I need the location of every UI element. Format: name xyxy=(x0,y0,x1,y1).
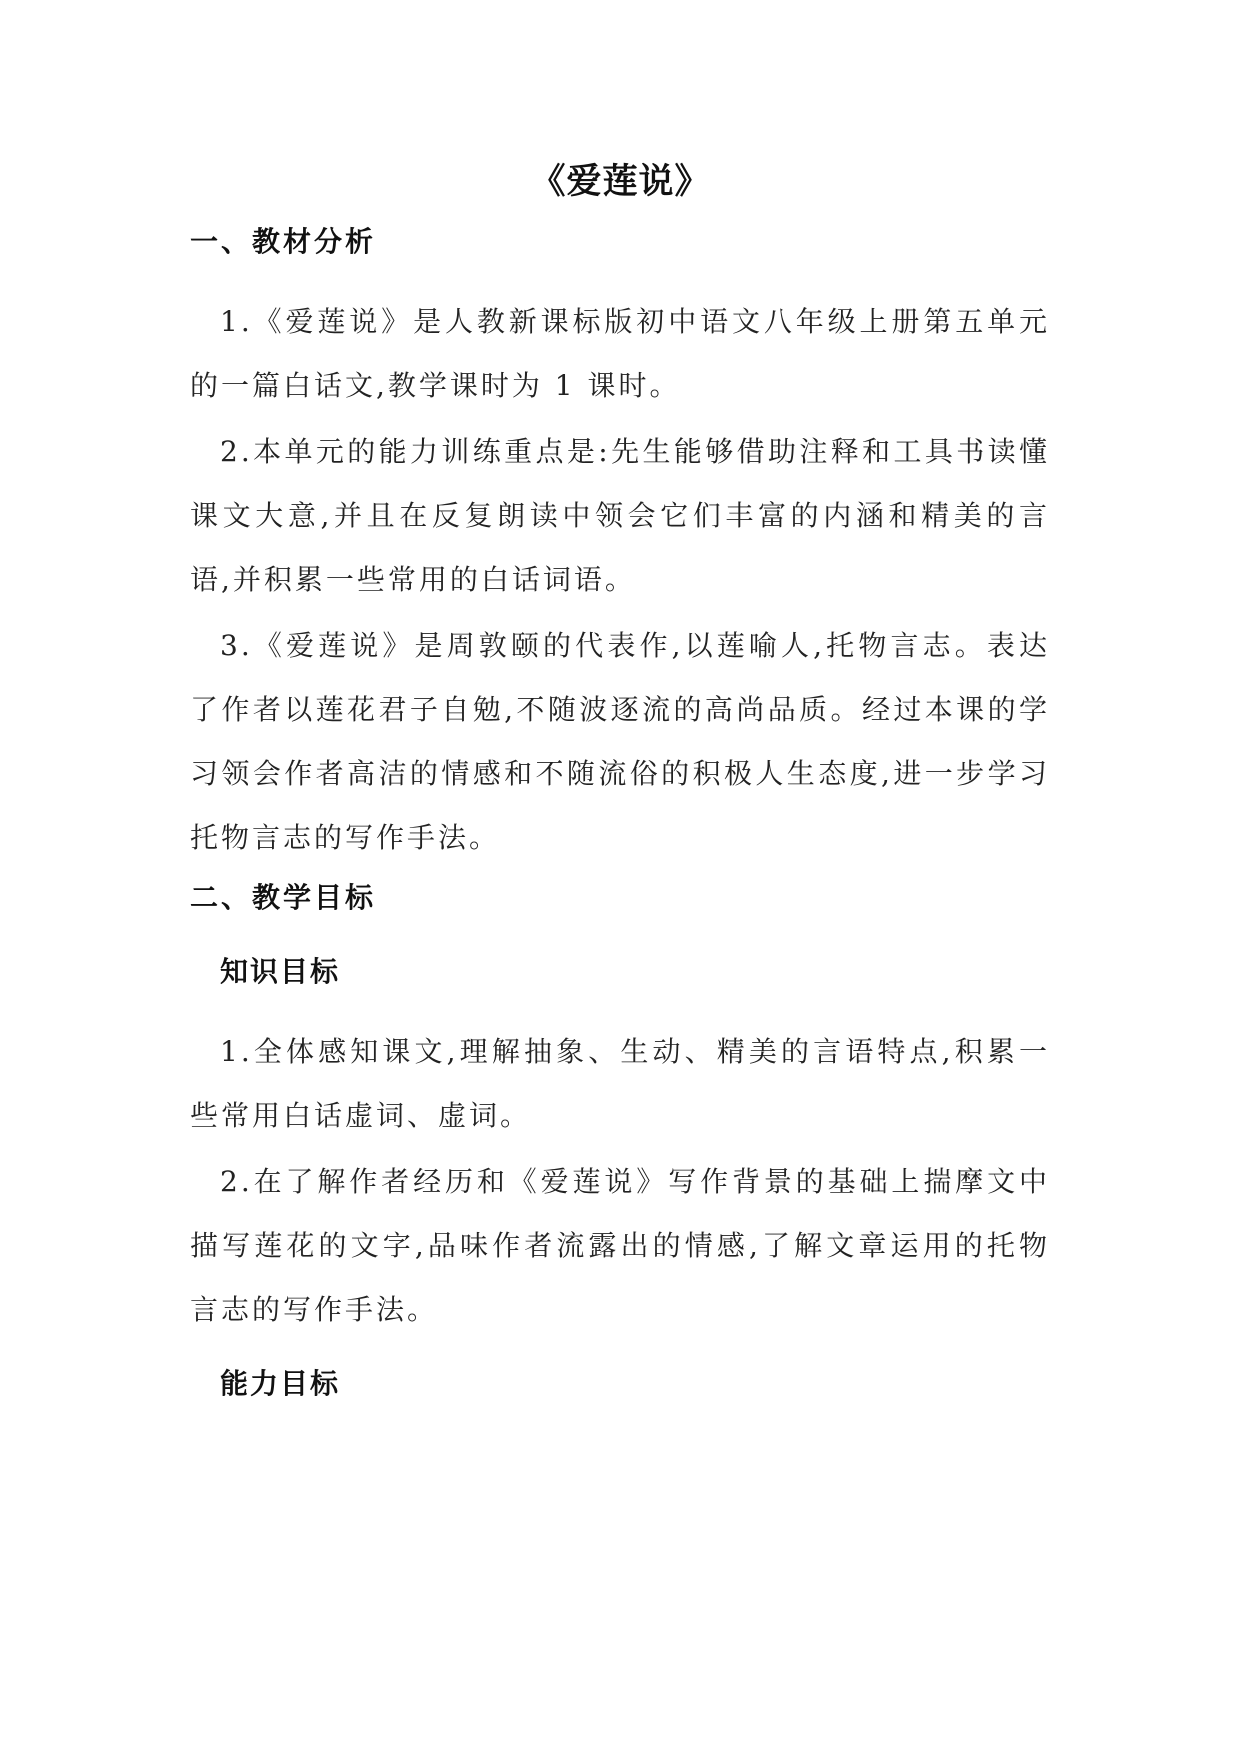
paragraph: 1.《爱莲说》是人教新课标版初中语文八年级上册第五单元的一篇白话文,教学课时为 1 课时。 xyxy=(190,305,1050,402)
section-heading-textbook-analysis: 一、教材分析 xyxy=(190,225,377,258)
paragraph: 2.本单元的能力训练重点是:先生能够借助注释和工具书读懂课文大意,并且在反复朗读中领会它们丰富的内涵和精美的言语,并积累一些常用的白话词语。 xyxy=(190,435,1050,596)
paragraph: 2.在了解作者经历和《爱莲说》写作背景的基础上揣摩文中描写莲花的文字,品味作者流露出的情感,了解文章运用的托物言志的写作手法。 xyxy=(190,1165,1050,1326)
subheading-ability-objectives: 能力目标 xyxy=(220,1367,341,1400)
section-heading-teaching-objectives: 二、教学目标 xyxy=(190,881,377,914)
subheading-knowledge-objectives: 知识目标 xyxy=(220,955,341,988)
paragraph: 3.《爱莲说》是周敦颐的代表作,以莲喻人,托物言志。表达了作者以莲花君子自勉,不随波逐流的高尚品质。经过本课的学习领会作者高洁的情感和不随流俗的积极人生态度,进一步学习托物言志的写作手法。 xyxy=(190,629,1050,854)
paragraph: 1.全体感知课文,理解抽象、生动、精美的言语特点,积累一些常用白话虚词、虚词。 xyxy=(190,1035,1050,1132)
document-title: 《爱莲说》 xyxy=(530,162,711,202)
